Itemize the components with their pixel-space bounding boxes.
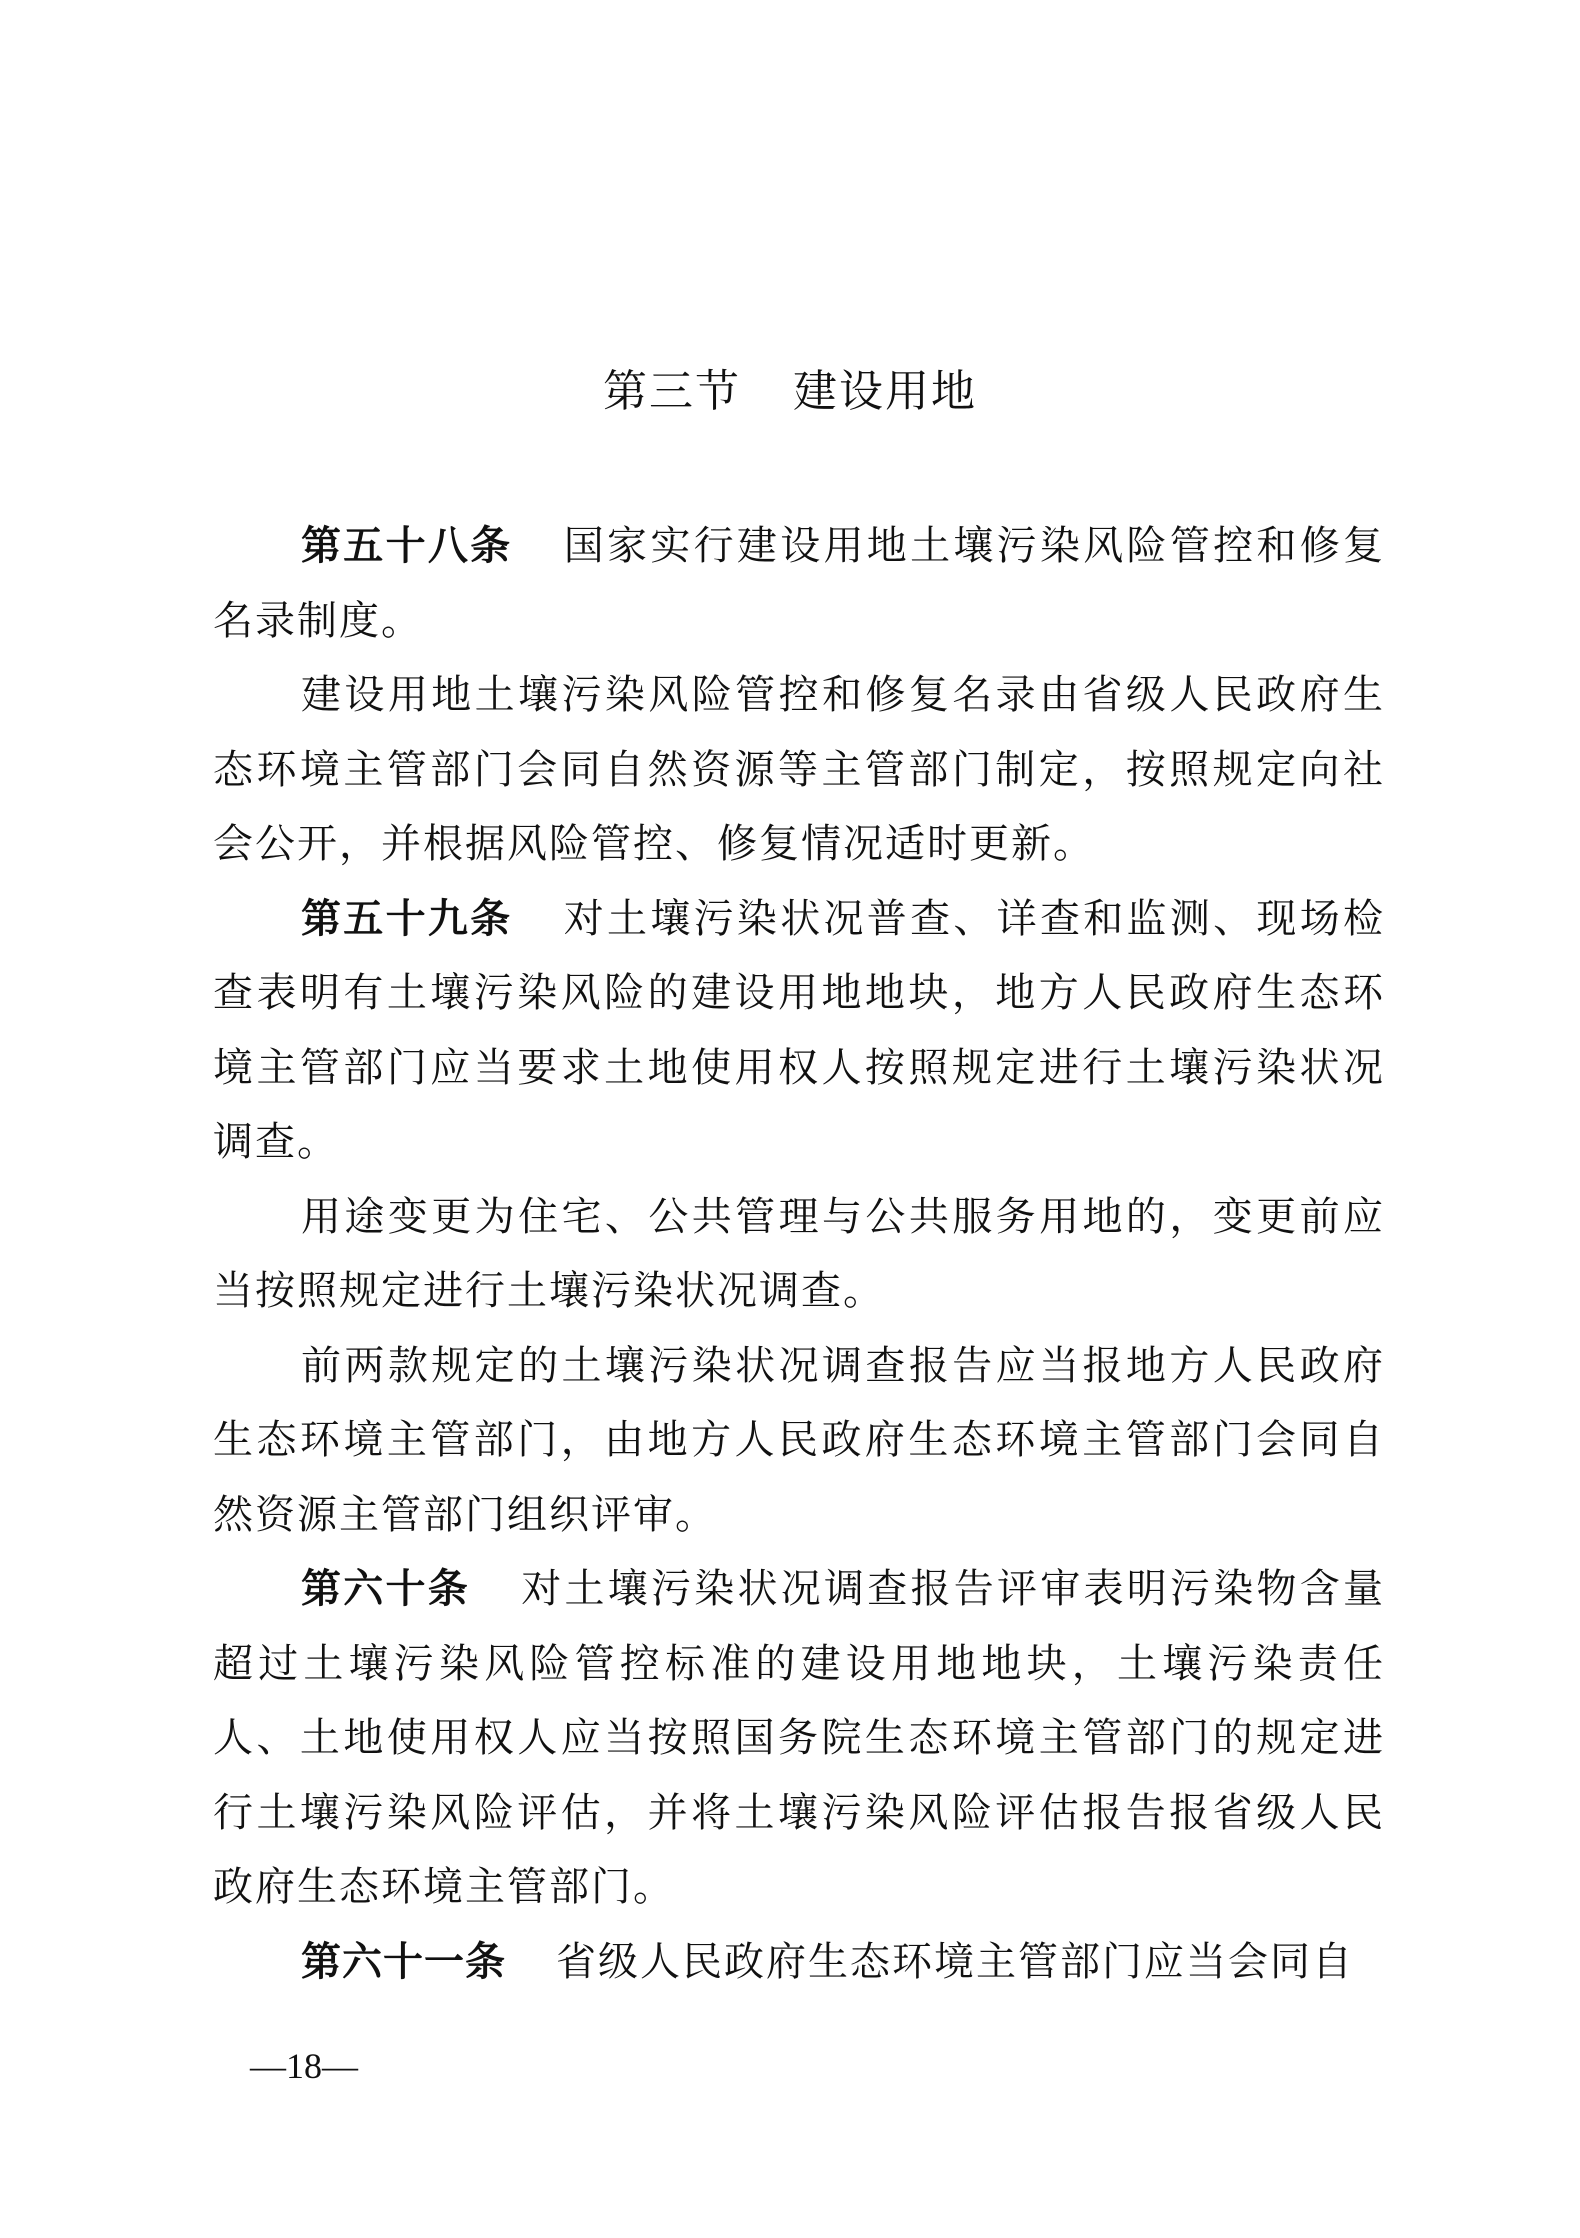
section-title: 建设用地	[793, 366, 977, 417]
paragraph-text: 对土壤污染状况调查报告评审表明污染物含量超过土壤污染风险管控标准的建设用地地块，土壤污染责任人、土地使用权人应当按照国务院生态环境主管部门的规定进行土壤污染风险评估，并将土壤污染风险评估报告报省级人民政府生态环境主管部门。	[213, 1566, 1385, 1910]
paragraph-text: 用途变更为住宅、公共管理与公共服务用地的，变更前应当按照规定进行土壤污染状况调查。	[213, 1193, 1385, 1314]
document-body	[213, 509, 1385, 1999]
paragraph-text: 对土壤污染状况普查、详查和监测、现场检查表明有土壤污染风险的建设用地地块，地方人民政府生态环境主管部门应当要求土地使用权人按照规定进行土壤污染状况调查。	[213, 895, 1386, 1165]
page-number: —18—	[250, 2046, 358, 2086]
article-heading: 第六十条	[301, 1566, 470, 1612]
paragraph-article-59	[213, 882, 1385, 1180]
paragraph-text: 国家实行建设用地土壤污染风险管控和修复名录制度。	[213, 523, 1386, 644]
paragraph-article-60	[213, 1552, 1385, 1925]
section-heading	[0, 362, 1580, 422]
article-heading: 第六十一条	[301, 1938, 506, 1985]
paragraph-text: 前两款规定的土壤污染状况调查报告应当报地方人民政府生态环境主管部门，由地方人民政府生态环境主管部门会同自然资源主管部门组织评审。	[213, 1342, 1385, 1538]
section-number: 第三节	[603, 366, 741, 417]
paragraph-text: 省级人民政府生态环境主管部门应当会同自	[556, 1938, 1354, 1985]
article-heading: 第五十八条	[301, 523, 513, 569]
paragraph-article-58	[213, 509, 1385, 658]
paragraph	[213, 1329, 1385, 1553]
paragraph-article-61	[213, 1925, 1385, 2000]
article-heading: 第五十九条	[301, 895, 513, 942]
paragraph	[213, 1180, 1385, 1329]
paragraph	[213, 658, 1385, 882]
paragraph-text: 建设用地土壤污染风险管控和修复名录由省级人民政府生态环境主管部门会同自然资源等主管部门制定，按照规定向社会公开，并根据风险管控、修复情况适时更新。	[213, 672, 1385, 867]
